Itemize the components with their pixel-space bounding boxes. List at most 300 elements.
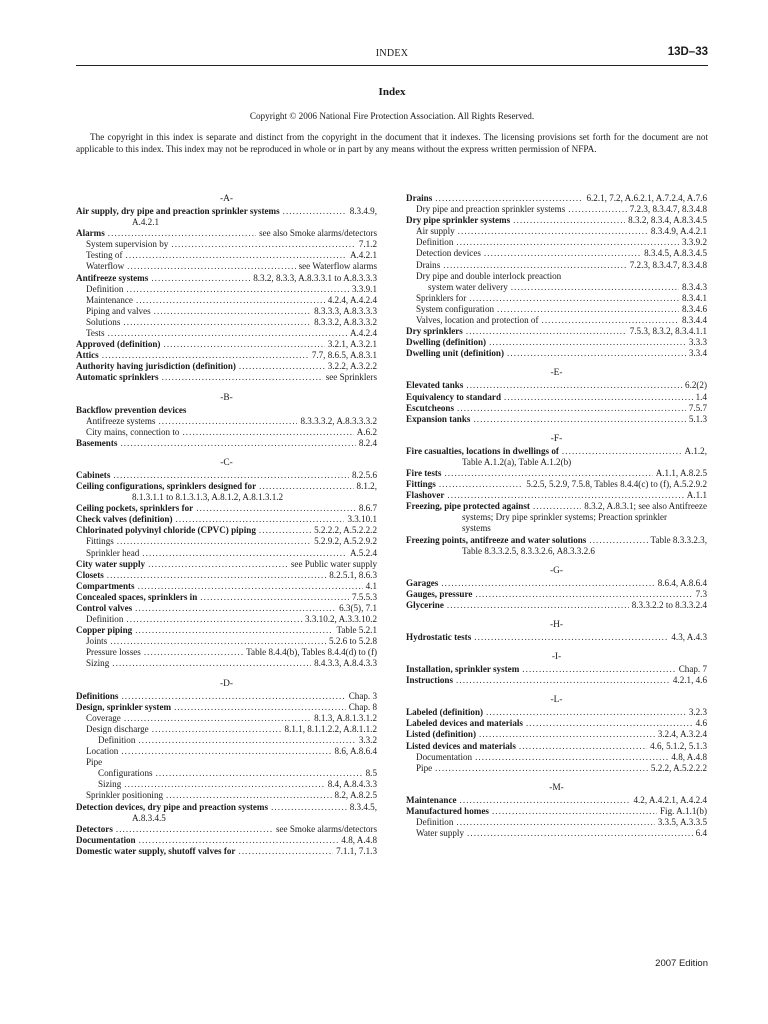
dot-leader [127,261,295,272]
index-term: Fittings [406,479,436,490]
index-entry [406,664,707,675]
index-term: Detection devices [416,248,481,259]
index-term: Chlorinated polyvinyl chloride (CPVC) piping [76,525,256,536]
index-entry [76,559,377,570]
index-reference: 4.2.1, 4.6 [672,675,707,686]
dot-leader [541,315,679,326]
index-term: Documentation [76,834,136,845]
index-term: Dry sprinklers [406,326,463,337]
index-term: Sprinklers for [416,292,467,303]
index-entry [406,600,707,611]
index-reference: 6.3(5), 7.1 [339,603,377,613]
index-subentry [406,226,707,237]
index-term: Joints [86,636,108,647]
index-reference: 5.2.2, A.5.2.2.2 [650,762,707,773]
index-reference: 7.2.3, 8.3.4.7, 8.3.4.8 [629,259,707,270]
dot-leader [120,438,355,449]
dot-leader [238,846,333,857]
index-entry [76,350,377,361]
dot-leader [176,514,345,525]
index-reference: 8.3.4.1 [681,292,707,303]
index-entry [76,835,377,846]
dot-leader [457,403,686,414]
index-entry-continuation: A.4.2.1 [132,217,160,228]
index-term: Drains [416,259,441,270]
index-reference: 8.6.4, A.8.6.4 [657,577,707,588]
index-entry [406,337,707,348]
index-reference: 3.3.5, A.3.3.5 [657,817,707,828]
index-term: Compartments [76,580,135,591]
index-term: Dwelling unit (definition) [406,348,505,359]
dot-leader [526,718,693,729]
index-reference: 8.1.2, [356,480,377,491]
index-term: Flashover [406,490,445,501]
index-reference: 4.8, A.4.8 [341,834,377,845]
index-entry [406,490,707,501]
index-reference: 3.3.9.1 [351,283,377,294]
dot-leader [200,592,349,603]
index-reference: 8.3.3.2, A.8.3.3.2 [314,316,377,327]
index-term: System configuration [416,303,495,314]
index-reference: 3.2.3 [688,707,707,718]
index-term: Labeled (definition) [406,707,484,718]
dot-leader [123,317,311,328]
index-term: Configurations [98,768,153,779]
dot-leader [519,741,647,752]
index-entry [406,578,707,589]
dot-leader [458,226,648,237]
index-reference: 5.2.6 to 5.2.8 [329,636,377,647]
index-reference: 8.6, A.8.6.4 [334,746,377,757]
index-term: Definition [416,237,454,248]
index-reference: 3.3.4 [688,348,707,359]
dot-leader [522,664,675,675]
index-reference: Chap. 3 [348,690,377,701]
index-entry [76,824,377,835]
dot-leader [456,675,670,686]
index-reference: 7.7, 8.6.5, A.8.3.1 [311,350,377,361]
index-subentry [76,306,377,317]
index-term: Escutcheons [406,402,454,413]
index-term: Fittings [86,536,114,547]
dot-leader [107,570,326,581]
index-term: City water supply [76,558,146,569]
index-entry [406,403,707,414]
index-entry [406,215,707,226]
index-section-heading: -B- [220,392,233,403]
dot-leader [138,735,355,746]
index-entry [406,718,707,729]
index-subentry [76,658,377,669]
index-subentry [76,250,377,261]
index-reference: 8.3.4.5, A.8.3.4.5 [644,248,707,259]
index-entry [406,589,707,600]
index-reference: 4.3, A.4.3 [671,632,707,642]
index-subentry [76,724,377,735]
dot-leader [456,237,679,248]
dot-leader [117,536,311,547]
index-reference: 6.4 [695,828,707,839]
index-section-heading: -A- [219,194,233,204]
dot-leader [116,824,273,835]
dot-leader [138,581,363,592]
index-term: Installation, sprinkler system [406,664,520,675]
index-term: Expansion tanks [406,413,471,424]
index-reference: 3.3.10.2, A.3.3.10.2 [305,614,377,625]
index-term: Dry pipe sprinkler systems [406,215,511,226]
index-reference: 8.3.4.4 [681,315,707,326]
index-reference: see Waterflow alarms [298,261,377,272]
index-reference: 8.5 [365,768,377,779]
dot-leader [469,293,679,304]
index-entry-continuation: systems; Dry pipe sprinkler systems; Preaction sprinkler [462,512,668,523]
dot-leader [460,795,631,806]
index-reference: 3.3.2 [358,734,377,745]
index-subentry [406,315,707,326]
index-term: Piping and valves [86,305,151,316]
index-term: Basements [76,437,118,448]
dot-leader [533,501,581,512]
dot-leader [447,600,629,611]
index-reference: 7.1.1, 7.1.3 [336,845,377,856]
index-subentry [76,647,377,658]
index-entry [76,514,377,525]
index-term: Water supply [416,828,465,839]
dot-leader [102,350,309,361]
dot-leader [166,790,332,801]
index-reference: 5.2.9.2, A.5.2.9.2 [314,536,377,547]
index-entry-continuation: Table 8.3.3.2.5, 8.3.3.2.6, A8.3.3.2.6 [462,545,595,556]
index-reference: see Smoke alarms/detectors [275,823,377,834]
index-subentry [76,768,377,779]
index-subentry [406,237,707,248]
index-reference: 8.1.3, A.8.1.3.1.2 [314,712,377,723]
dot-leader [497,304,679,315]
index-reference: 8.3.2, 8.3.3, A.8.3.3.1 to A.8.3.3.3 [253,272,377,283]
index-reference: 3.2.4, A.3.2.4 [657,729,707,740]
index-subentry [76,790,377,801]
index-reference: 7.5.5.3 [351,591,377,602]
dot-leader [486,707,686,718]
index-term: Air supply, dry pipe and preaction sprinkler systems [76,206,280,216]
index-entry [76,802,377,813]
index-section-heading: -H- [549,620,563,630]
dot-leader [507,348,686,359]
index-term: Pressure losses [86,647,141,658]
index-entry [76,372,377,383]
dot-leader [492,806,657,817]
index-subentry [76,713,377,724]
index-term: Control valves [76,603,133,613]
index-reference: A.4.2.4 [349,328,377,339]
index-subentry [76,295,377,306]
index-term: Coverage [86,712,121,723]
dot-leader [239,361,325,372]
dot-leader [110,636,326,647]
index-reference: A.6.2 [356,426,377,437]
index-reference: see Sprinklers [325,372,377,383]
index-subentry [76,416,377,427]
dot-leader [135,603,336,614]
index-term: Definition [86,614,124,625]
index-term: Gauges, pressure [406,588,473,599]
dot-leader [113,470,349,481]
index-reference: 8.2.5.6 [351,469,377,480]
copyright-notice: Copyright © 2006 National Fire Protection Association. All Rights Reserved. [249,111,535,121]
index-entry [76,339,377,350]
dot-leader [456,817,654,828]
index-term: Fire tests [406,467,442,478]
index-reference: 8.3.4.5, [349,801,377,812]
index-term: Antifreeze systems [76,272,149,283]
dot-leader [126,250,347,261]
index-term: Design, sprinkler system [76,701,172,712]
index-reference: 4.2.4, A.4.2.4 [327,294,377,305]
index-entry [406,479,707,490]
index-term: Sprinkler head [86,547,140,558]
dot-leader [136,295,325,306]
dot-leader [139,835,339,846]
dot-leader [112,658,311,669]
index-entry [76,405,377,416]
index-subentry [76,779,377,790]
index-reference: 8.3.4.9, A.4.2.1 [650,226,707,237]
index-subentry [76,328,377,339]
dot-leader [259,525,311,536]
index-term: Location [86,746,119,757]
index-term: Sprinkler positioning [86,790,164,801]
index-entry [76,592,377,603]
dot-leader [108,328,347,339]
index-term: Hydrostatic tests [406,632,472,642]
index-term: Freezing points, antifreeze and water solutions [406,534,587,545]
index-term: Waterflow [86,261,125,272]
index-reference: 8.2.5.1, 8.6.3 [329,569,377,580]
index-reference: Fig. A.1.1(b) [660,805,707,816]
index-term: Instructions [406,675,453,686]
dot-leader [121,691,345,702]
dot-leader [121,746,331,757]
index-term: Definitions [76,690,119,701]
index-reference: A.1.2, [684,445,707,456]
dot-leader [259,481,353,492]
index-term: Listed (definition) [406,729,476,740]
index-term: Manufactured homes [406,805,489,816]
index-reference: see also Smoke alarms/detectors [259,228,377,239]
dot-leader [466,326,627,337]
index-reference: 6.2(2) [685,380,707,391]
index-entry [406,675,707,686]
dot-leader [439,479,523,490]
index-reference: 8.3.3.3, A.8.3.3.3 [314,305,377,316]
index-reference: 8.3.4.6 [681,303,707,314]
index-term: Freezing, pipe protected against [406,501,530,512]
index-reference: 1.4 [695,391,707,402]
index-section-heading: -L- [550,695,563,706]
index-term: Garages [406,577,439,588]
index-entry [76,361,377,372]
index-reference: 7.3 [695,588,707,599]
index-reference: 8.3.4.9, [349,206,377,216]
index-entry [406,392,707,403]
index-section-heading: -E- [550,368,563,379]
index-term: Definition [416,817,454,828]
dot-leader [568,204,626,215]
index-term: Ceiling configurations, sprinklers designed for [76,480,257,491]
index-subentry [76,735,377,746]
index-entry [76,470,377,481]
dot-leader [182,427,353,438]
index-term: Testing of [86,250,123,261]
index-entry [406,414,707,425]
index-subentry [406,752,707,763]
dot-leader [474,632,668,643]
index-entry [76,625,377,636]
dot-leader [447,490,683,501]
index-reference: Table 8.4.4(b), Tables 8.4.4(d) to (f) [246,647,377,658]
index-section-heading: -M- [549,782,564,793]
index-reference: 8.3.3.2.2 to 8.3.3.2.4 [631,599,707,610]
dot-leader [479,729,655,740]
index-term: Detectors [76,823,113,834]
index-entry [76,691,377,702]
index-term: Tests [86,328,105,339]
index-entry [76,581,377,592]
dot-leader [163,339,324,350]
index-reference: see Public water supply [290,558,377,569]
index-subentry [76,261,377,272]
dot-leader [156,768,363,779]
index-entry [406,729,707,740]
index-reference: 4.2, A.4.2.1, A.4.2.4 [633,794,707,805]
index-subentry [76,284,377,295]
page-header [76,45,708,66]
index-reference: A.4.2.1 [349,250,377,261]
dot-leader [174,702,346,713]
dot-leader [154,306,311,317]
index-term: Dry pipe and preaction sprinkler systems [416,204,566,215]
index-reference: Chap. 7 [678,664,707,675]
index-entry [406,348,707,359]
dot-leader [466,380,682,391]
index-term: Backflow prevention devices [76,404,187,415]
index-subentry [76,239,377,250]
index-reference: 7.1.2 [358,239,377,250]
index-entry [406,380,707,391]
index-term: Maintenance [86,294,133,305]
dot-leader [162,372,323,383]
dot-leader [151,273,250,284]
index-subentry [76,548,377,559]
dot-leader [484,248,641,259]
dot-leader [589,535,647,546]
index-reference: 8.3.2, A.8.3.1; see also Antifreeze [584,501,707,512]
index-reference: 4.8, A.4.8 [671,751,707,762]
index-reference: 8.3.2, 8.3.4, A.8.3.4.5 [628,215,707,226]
dot-leader [108,228,256,239]
dot-leader [441,578,654,589]
index-subentry [76,636,377,647]
index-reference: 8.4.3.3, A.8.4.3.3 [314,658,377,669]
index-term: Automatic sprinklers [76,372,159,383]
index-reference: Chap. 8 [348,701,377,712]
index-reference: 8.3.3.3.2, A.8.3.3.3.2 [300,415,377,426]
index-reference: 5.1.3 [688,413,707,424]
index-term: Cabinets [76,469,111,480]
index-term: Attics [76,350,99,361]
index-term: Equivalency to standard [406,391,501,402]
index-term: Drains [406,193,433,203]
index-term: Air supply [416,226,455,237]
index-section-heading: -C- [220,457,233,468]
index-entry [406,326,707,337]
index-term: Design discharge [86,723,149,734]
index-term: Domestic water supply, shutoff valves for [76,845,236,856]
index-entry [406,806,707,817]
dot-leader [144,647,243,658]
dot-leader [124,779,324,790]
index-entry-continuation: Table A.1.2(a), Table A.1.2(b) [462,456,572,467]
index-term: System supervision by [86,239,169,250]
dot-leader [126,284,349,295]
index-term: Concealed spaces, sprinklers in [76,591,198,602]
index-subentry [76,746,377,757]
index-reference: 8.1.1, 8.1.1.2.2, A.8.1.1.2 [284,723,377,734]
index-reference: 4.1 [365,580,377,591]
index-subentry [76,536,377,547]
index-column-right [406,193,707,839]
index-subentry [406,304,707,315]
dot-leader [562,446,682,457]
dot-leader [511,282,679,293]
index-term: Pipe [86,757,103,768]
index-subentry [76,427,377,438]
index-term: Documentation [416,751,473,762]
dot-leader [196,503,356,514]
index-entry [76,846,377,857]
index-subentry [406,828,707,839]
index-subentry [406,763,707,774]
index-term: Closets [76,569,104,580]
index-subentry [406,248,707,259]
index-term: Antifreeze systems [86,415,156,426]
dot-leader [473,414,685,425]
index-term: Authority having jurisdiction (definition) [76,361,236,372]
index-term: Sizing [98,779,122,790]
dot-leader [443,260,626,271]
index-entry [406,501,707,512]
index-entry-continuation: systems [462,523,491,534]
index-reference: 7.5.7 [688,402,707,413]
dot-leader [171,239,355,250]
dot-leader [158,416,297,427]
index-entry [76,438,377,449]
index-reference: 3.2.2, A.3.2.2 [327,361,377,372]
dot-leader [489,337,686,348]
index-reference: 5.2.2.2, A.5.2.2.2 [314,525,377,536]
index-subentry [406,817,707,828]
index-reference: 4.6, 5.1.2, 5.1.3 [650,740,707,751]
dot-leader [513,215,625,226]
index-term: Pipe [416,762,433,773]
edition-footer: 2007 Edition [655,958,708,969]
index-term: Maintenance [406,794,457,805]
index-entry [406,707,707,718]
index-subentry [406,260,707,271]
index-entry [76,206,377,217]
index-subentry [76,757,377,768]
index-reference: Table 5.2.1 [336,625,377,636]
